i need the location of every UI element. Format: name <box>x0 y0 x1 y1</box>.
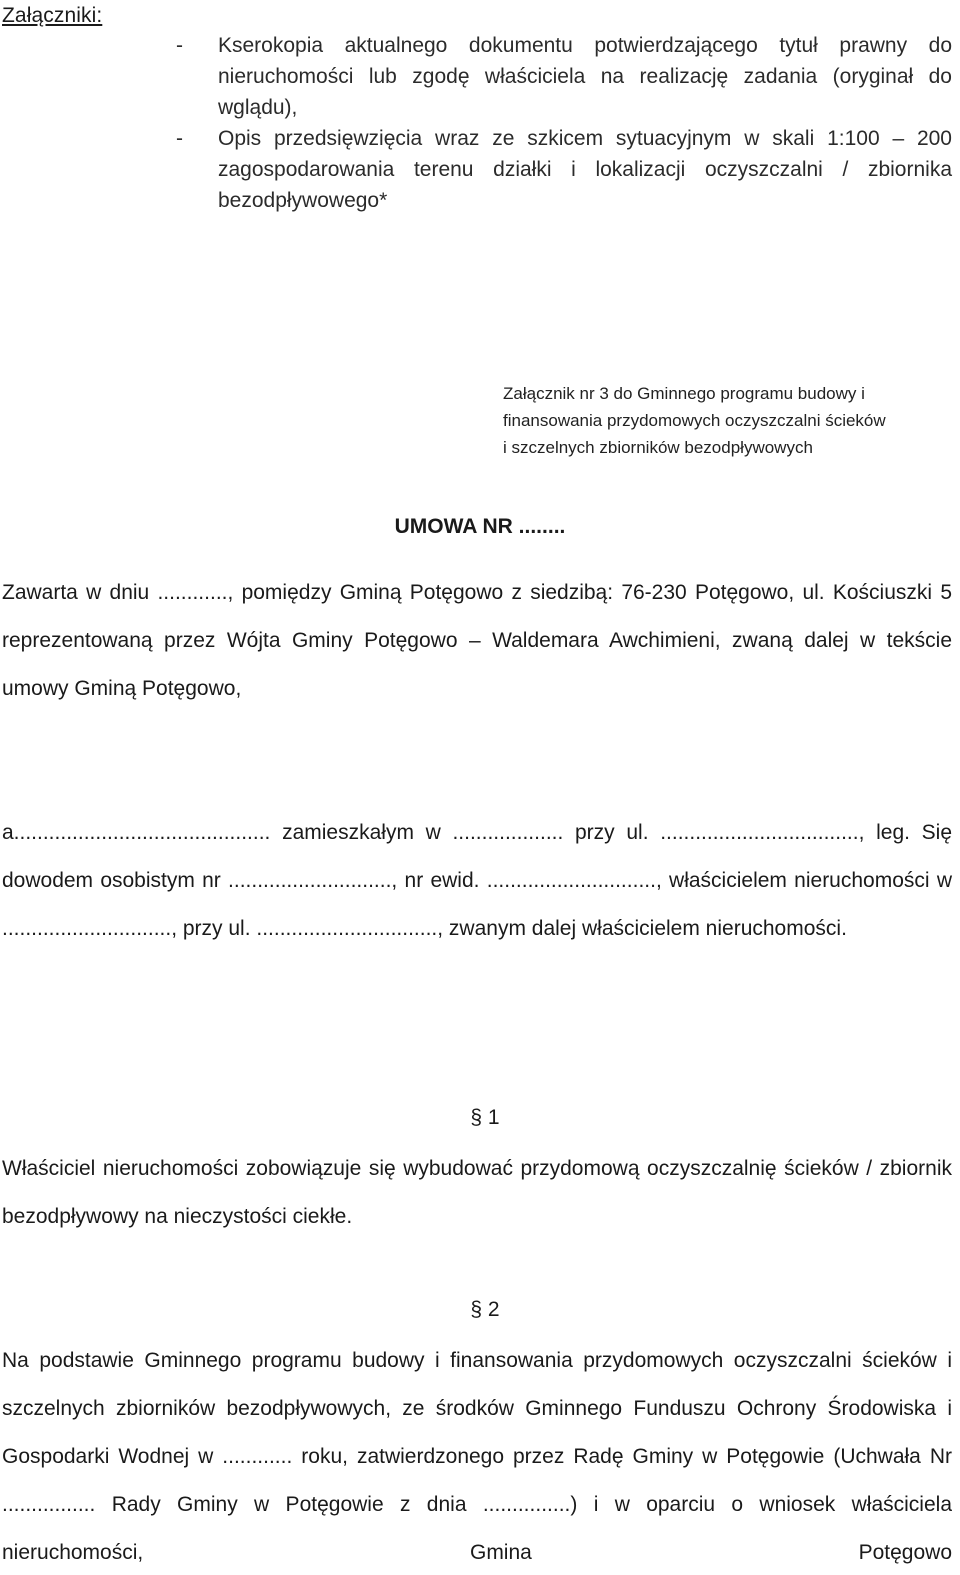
section-1-sign: § 1 <box>470 1106 500 1129</box>
attachments-list <box>176 30 952 216</box>
attachment-item <box>176 123 952 216</box>
attachments-heading: Załączniki: <box>2 4 103 27</box>
list-dash: - <box>176 127 183 150</box>
attachment-item <box>176 30 952 123</box>
contract-title: UMOWA NR ........ <box>394 515 566 538</box>
annex-note-line: i szczelnych zbiorników bezodpływowych <box>503 438 813 457</box>
section-1-text: Właściciel nieruchomości zobowiązuje się wybudować przydomową oczyszczalnię ścieków / zbiornik bezodpływowy na nieczystości ciekłe. <box>2 1157 952 1228</box>
section-2-text: Na podstawie Gminnego programu budowy i finansowania przydomowych oczyszczalni ścieków i szczelnych zbiorników bezodpływowych, ze środków Gminnego Funduszu Ochrony Środowiska i Gospodarki Wodnej w ............ roku, zatwierdzonego przez Radę Gminy w Potęgowie (Uchwała Nr ................ Rady Gminy w Potęgowie z dnia ...............) i w oparciu o wniosek właściciela nieruchomości, Gmina Potęgowo <box>2 1349 952 1564</box>
annex-note-line: Załącznik nr 3 do Gminnego programu budowy i <box>503 384 865 403</box>
annex-note-line: finansowania przydomowych oczyszczalni ścieków <box>503 411 886 430</box>
list-dash: - <box>176 34 183 57</box>
section-2-sign: § 2 <box>470 1298 500 1321</box>
attachment-item-text: Opis przedsięwzięcia wraz ze szkicem sytuacyjnym w skali 1:100 – 200 zagospodarowania terenu działki i lokalizacji oczyszczalni / zbiornika bezodpływowego* <box>218 127 952 212</box>
contract-intro-paragraph: Zawarta w dniu ............, pomiędzy Gminą Potęgowo z siedzibą: 76-230 Potęgowo, ul. Kościuszki 5 reprezentowaną przez Wójta Gminy Potęgowo – Waldemara Awchimieni, zwaną dalej w tekście umowy Gminą Potęgowo, <box>2 581 952 700</box>
annex-note <box>503 380 955 461</box>
attachment-item-text: Kserokopia aktualnego dokumentu potwierdzającego tytuł prawny do nieruchomości lub zgodę właściciela na realizację zadania (oryginał do wglądu), <box>218 34 952 119</box>
contract-party-paragraph: a............................................ zamieszkałym w ................... przy ul. .................................., leg. Się dowodem osobistym nr ............................, nr ewid. ............................., właścicielem nieruchomości w ............................., przy ul. ..............................., zwanym dalej właścicielem nieruchomości. <box>2 821 952 940</box>
